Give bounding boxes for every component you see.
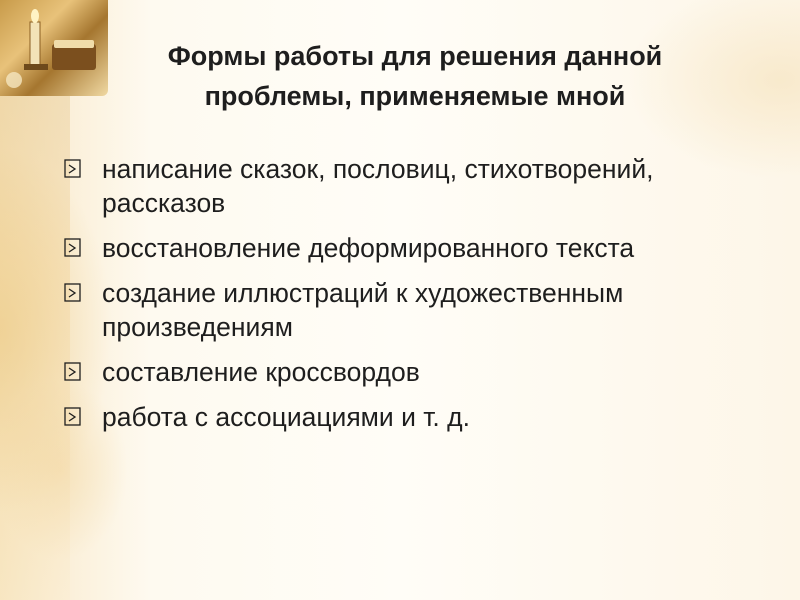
slide-title-line-2: проблемы, применяемые мной	[204, 81, 626, 111]
slide-title-line-1: Формы работы для решения данной	[167, 41, 663, 71]
checkbox-arrow-icon	[64, 407, 82, 427]
checkbox-arrow-icon	[64, 362, 82, 382]
list-item-text: составление кроссвордов	[102, 357, 420, 387]
list-item-text: работа с ассоциациями и т. д.	[102, 402, 470, 432]
list-item	[64, 152, 784, 220]
candle-and-book-icon	[0, 0, 108, 96]
checkbox-arrow-icon	[64, 283, 82, 303]
still-life-picture	[0, 0, 108, 96]
list-item-text: создание иллюстраций к художественным произведениям	[102, 278, 624, 342]
list-item-text: восстановление деформированного текста	[102, 233, 635, 263]
bullet-list	[64, 152, 784, 445]
list-item	[64, 400, 784, 434]
checkbox-arrow-icon	[64, 159, 82, 179]
list-item	[64, 231, 784, 265]
list-item	[64, 276, 784, 344]
checkbox-arrow-icon	[64, 238, 82, 258]
list-item-text: написание сказок, пословиц, стихотворений, рассказов	[102, 154, 654, 218]
list-item	[64, 355, 784, 389]
slide-title	[100, 36, 730, 116]
